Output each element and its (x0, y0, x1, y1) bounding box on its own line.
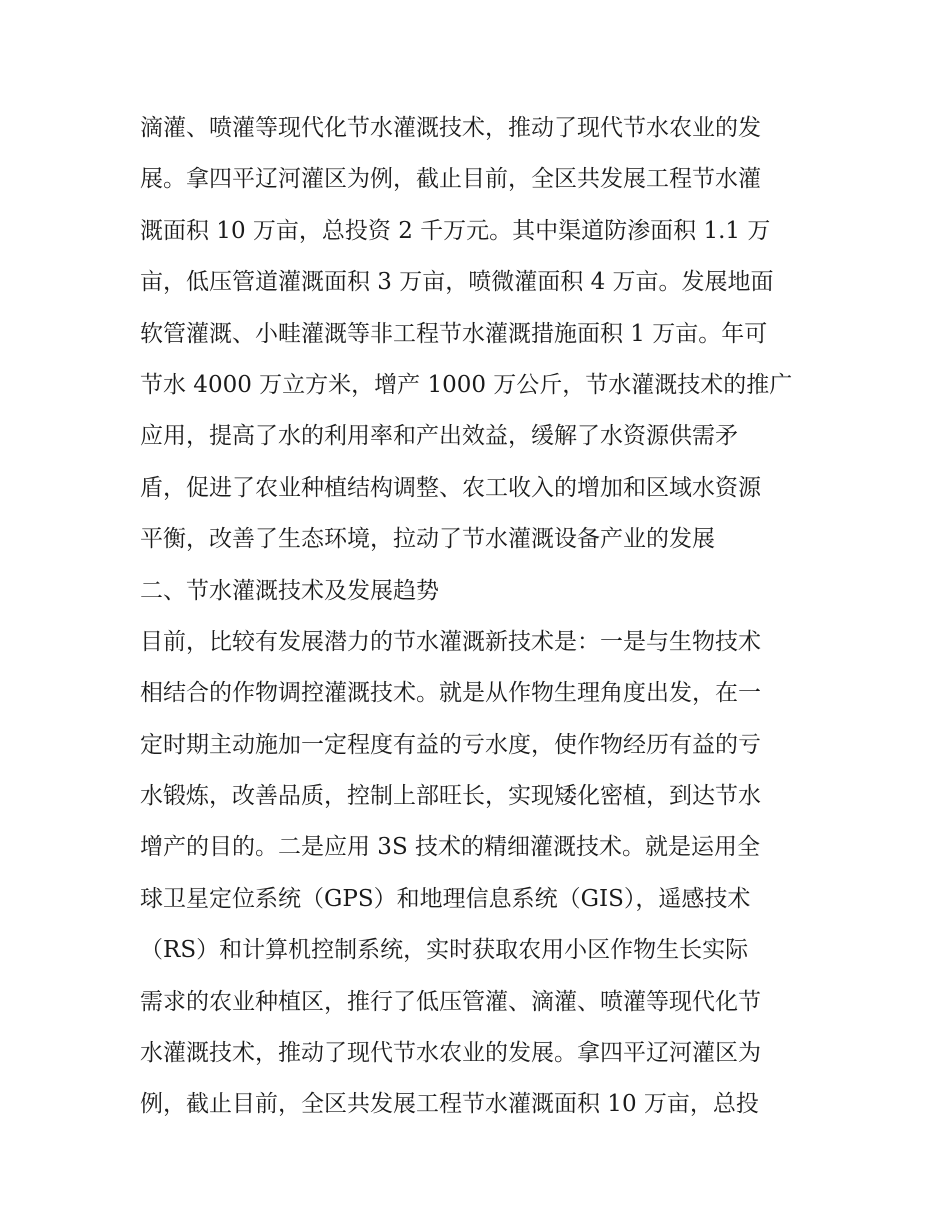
text-line: 相结合的作物调控灌溉技术。就是从作物生理角度出发，在一 (140, 680, 761, 707)
text-line: 亩，低压管道灌溉面积 3 万亩，喷微灌面积 4 万亩。发展地面 (140, 269, 774, 296)
text-line: 增产的目的。二是应用 3S 技术的精细灌溉技术。就是运用全 (140, 834, 761, 861)
text-line: 平衡，改善了生态环境，拉动了节水灌溉设备产业的发展 (140, 526, 715, 553)
text-line: 滴灌、喷灌等现代化节水灌溉技术，推动了现代节水农业的发 (140, 115, 761, 141)
text-line: 例，截止目前，全区共发展工程节水灌溉面积 10 万亩，总投 (140, 1091, 759, 1118)
text-line: 软管灌溉、小畦灌溉等非工程节水灌溉措施面积 1 万亩。年可 (140, 320, 768, 347)
section-heading: 二、节水灌溉技术及发展趋势 (140, 577, 439, 604)
text-line: 展。拿四平辽河灌区为例，截止目前，全区共发展工程节水灌 (140, 166, 761, 193)
text-line: 定时期主动施加一定程度有益的亏水度，使作物经历有益的亏 (140, 731, 761, 758)
text-line: 需求的农业种植区，推行了低压管灌、滴灌、喷灌等现代化节 (140, 988, 761, 1015)
text-line: 水锻炼，改善品质，控制上部旺长，实现矮化密植，到达节水 (140, 783, 761, 810)
text-line: 应用，提高了水的利用率和产出效益，缓解了水资源供需矛 (140, 423, 738, 450)
text-line: 节水 4000 万立方米，增产 1000 万公斤，节水灌溉技术的推广 (140, 371, 793, 398)
text-line: （RS）和计算机控制系统，实时获取农用小区作物生长实际 (140, 937, 749, 964)
text-line: 溉面积 10 万亩，总投资 2 千万元。其中渠道防渗面积 1.1 万 (140, 217, 771, 244)
text-line: 球卫星定位系统（GPS）和地理信息系统（GIS），遥感技术 (140, 885, 751, 912)
text-line: 盾，促进了农业种植结构调整、农工收入的增加和区域水资源 (140, 474, 761, 501)
body-text (140, 103, 830, 1131)
text-line: 目前，比较有发展潜力的节水灌溉新技术是：一是与生物技术 (140, 628, 761, 655)
text-line: 水灌溉技术，推动了现代节水农业的发展。拿四平辽河灌区为 (140, 1040, 761, 1067)
